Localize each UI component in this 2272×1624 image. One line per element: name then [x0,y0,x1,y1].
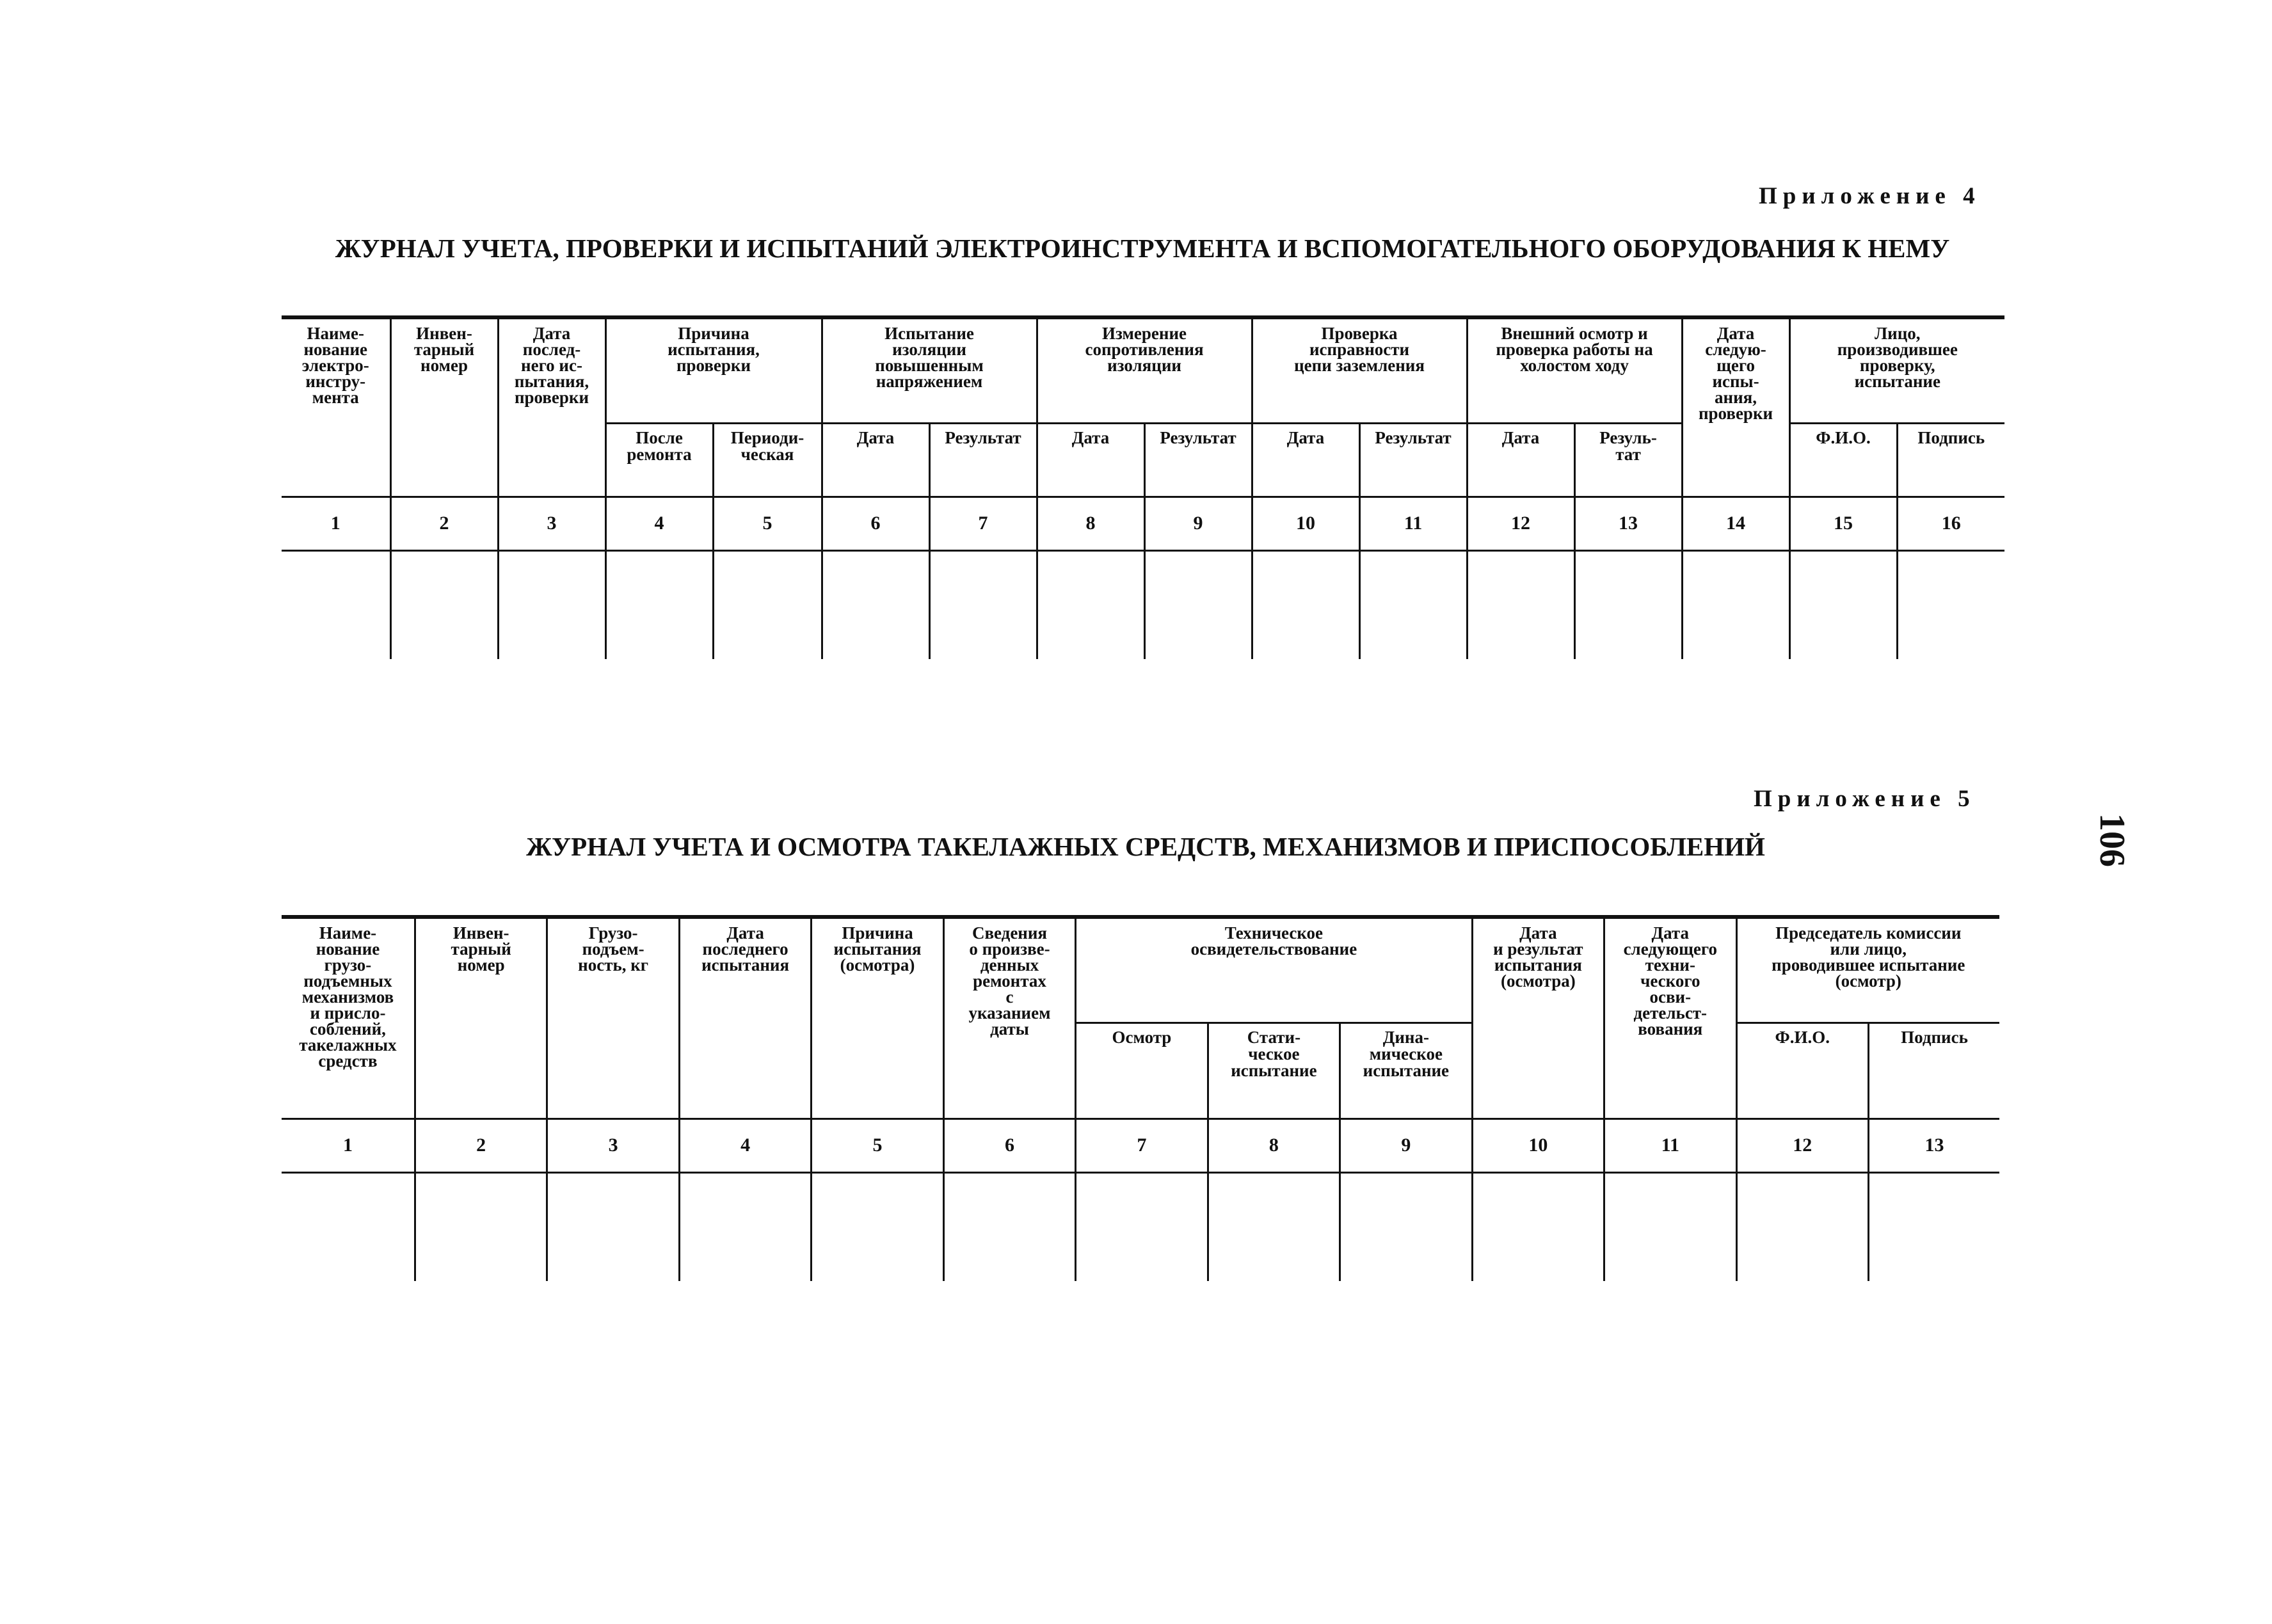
header-test-reason: Причина испытания, проверки [605,317,822,423]
blank-entry-row [282,1172,1999,1281]
header-last-test-date: Дата послед- него ис- пытания, проверки [498,317,605,497]
header-grounding-check: Проверка исправности цепи заземления [1252,317,1467,423]
subheader-date: Дата [1467,423,1574,497]
column-number: 1 [282,497,390,550]
subheader-inspection: Осмотр [1076,1023,1208,1118]
column-number: 5 [713,497,822,550]
column-number: 16 [1897,497,2004,550]
header-inventory-number: Инвен- тарный номер [390,317,498,497]
header-last-test-date: Дата последнего испытания [679,917,811,1118]
column-number: 10 [1472,1118,1604,1172]
header-capacity: Грузо- подъем- ность, кг [547,917,679,1118]
header-commission-chairman: Председатель комиссии или лицо, проводившее испытание (осмотр) [1736,917,1999,1023]
column-number: 6 [943,1118,1075,1172]
subheader-date: Дата [822,423,929,497]
subheader-result: Резуль- тат [1574,423,1682,497]
subheader-signature: Подпись [1897,423,2004,497]
blank-entry-row [282,550,2004,659]
column-number: 2 [415,1118,547,1172]
header-date-result: Дата и результат испытания (осмотра) [1472,917,1604,1118]
header-insulation-resistance: Измерение сопротивления изоляции [1037,317,1252,423]
column-number: 12 [1467,497,1574,550]
column-number: 8 [1037,497,1144,550]
page-number: 106 [2092,813,2132,867]
subheader-fio: Ф.И.О. [1789,423,1897,497]
header-next-test-date: Дата следую- щего испы- ания, проверки [1682,317,1789,497]
appendix-5-label: Приложение 5 [1754,786,1976,812]
subheader-after-repair: После ремонта [605,423,713,497]
column-number: 12 [1736,1118,1868,1172]
subheader-periodic: Периоди- ческая [713,423,822,497]
column-number: 9 [1144,497,1252,550]
column-number: 11 [1604,1118,1736,1172]
column-number: 4 [679,1118,811,1172]
header-inventory-number: Инвен- тарный номер [415,917,547,1118]
column-number: 15 [1789,497,1897,550]
column-number: 10 [1252,497,1359,550]
column-number: 8 [1208,1118,1340,1172]
journal-4-table [282,315,2004,659]
header-responsible-person: Лицо, производившее проверку, испытание [1789,317,2004,423]
subheader-static-test: Стати- ческое испытание [1208,1023,1340,1118]
header-test-reason: Причина испытания (осмотра) [812,917,943,1118]
column-number: 7 [1076,1118,1208,1172]
appendix-4-label: Приложение 4 [1759,183,1981,209]
subheader-dynamic-test: Дина- мическое испытание [1340,1023,1472,1118]
header-idle-check: Внешний осмотр и проверка работы на холостом ходу [1467,317,1682,423]
column-number: 7 [929,497,1037,550]
column-number: 9 [1340,1118,1472,1172]
column-number: 3 [498,497,605,550]
header-tool-name: Наиме- нование электро- инстру- мента [282,317,390,497]
journal-5-table [282,915,1999,1281]
journal-5-title: ЖУРНАЛ УЧЕТА И ОСМОТРА ТАКЕЛАЖНЫХ СРЕДСТВ, МЕХАНИЗМОВ И ПРИСПОСОБЛЕНИЙ [526,832,1765,861]
subheader-date: Дата [1037,423,1144,497]
column-number: 2 [390,497,498,550]
column-number: 13 [1574,497,1682,550]
column-number: 13 [1868,1118,1999,1172]
header-repairs-info: Сведения о произве- денных ремонтах с указанием даты [943,917,1075,1118]
column-number: 3 [547,1118,679,1172]
journal-4-title: ЖУРНАЛ УЧЕТА, ПРОВЕРКИ И ИСПЫТАНИЙ ЭЛЕКТРОИНСТРУМЕНТА И ВСПОМОГАТЕЛЬНОГО ОБОРУДОВАНИЯ К НЕМУ [335,234,1950,263]
subheader-date: Дата [1252,423,1359,497]
column-number: 11 [1359,497,1467,550]
subheader-result: Результат [929,423,1037,497]
header-next-examination: Дата следующего техни- ческого осви- детельст- вования [1604,917,1736,1118]
header-technical-examination: Техническое освидетельствование [1076,917,1472,1023]
subheader-result: Результат [1144,423,1252,497]
subheader-signature: Подпись [1868,1023,1999,1118]
column-number: 5 [812,1118,943,1172]
column-number: 4 [605,497,713,550]
header-mechanism-name: Наиме- нование грузо- подъемных механизмов и присло- соблений, такелажных средств [282,917,415,1118]
subheader-result: Результат [1359,423,1467,497]
column-number: 14 [1682,497,1789,550]
column-number: 1 [282,1118,415,1172]
column-number: 6 [822,497,929,550]
subheader-fio: Ф.И.О. [1736,1023,1868,1118]
header-insulation-test: Испытание изоляции повышенным напряжением [822,317,1037,423]
